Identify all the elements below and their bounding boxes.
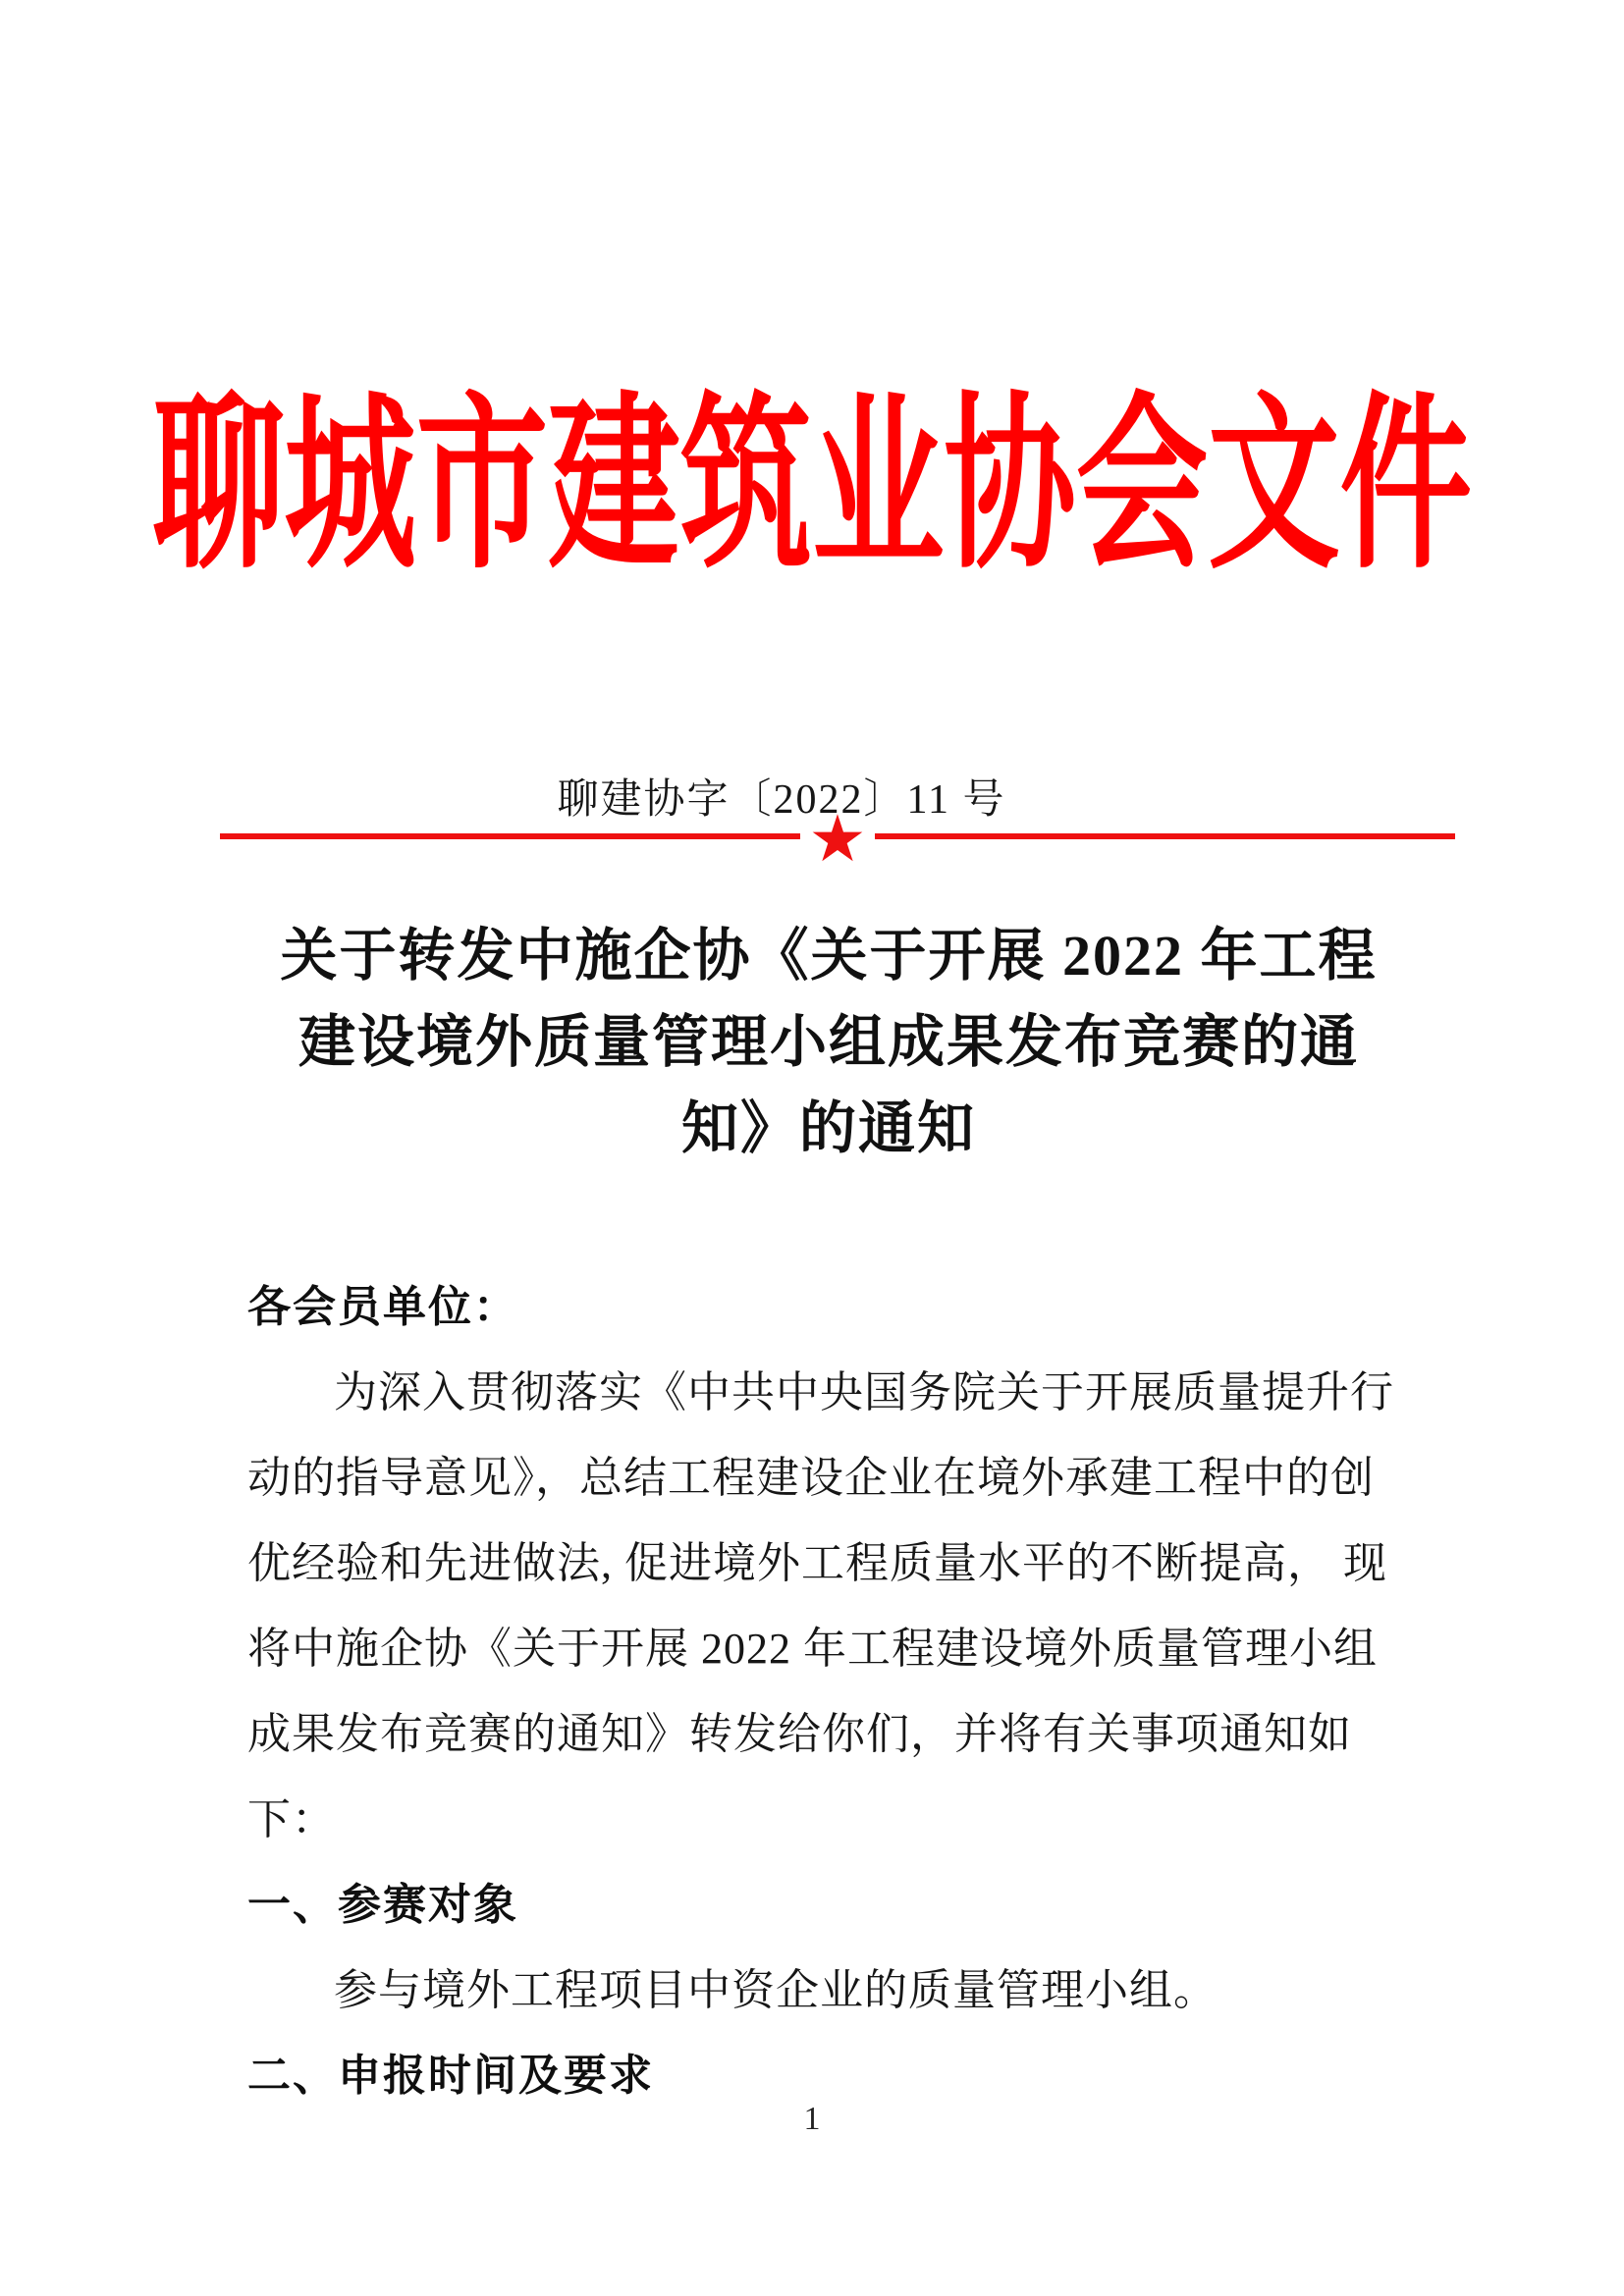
notice-title bbox=[245, 913, 1412, 1172]
letterhead bbox=[0, 382, 1624, 591]
paragraph-line: 动的指导意见》，总结工程建设企业在境外承建工程中的创 bbox=[247, 1454, 1375, 1502]
document-body bbox=[247, 1264, 1414, 2118]
star-icon: ★ bbox=[808, 801, 867, 877]
paragraph-line: 为深入贯彻落实《中共中央国务院关于开展质量提升行 bbox=[334, 1368, 1394, 1416]
notice-title-line-3: 知》的通知 bbox=[680, 1096, 976, 1160]
salutation: 各会员单位： bbox=[247, 1282, 518, 1332]
paragraph-line: 优经验和先进做法, 促进境外工程质量水平的不断提高， 现 bbox=[247, 1539, 1387, 1587]
red-rule bbox=[220, 801, 1455, 877]
paragraph-line: 成果发布竞赛的通知》转发给你们，并将有关事项通知如下： bbox=[247, 1710, 1352, 1843]
paragraph-line: 将中施企协《关于开展 2022 年工程建设境外质量管理小组 bbox=[247, 1625, 1378, 1673]
org-title: 聊城市建筑业协会文件 bbox=[152, 382, 1472, 591]
section-1-text: 参与境外工程项目中资企业的质量管理小组。 bbox=[334, 1966, 1218, 2014]
doc-number: 聊建协字〔2022〕11 号 bbox=[557, 777, 1006, 823]
notice-title-line-2: 建设境外质量管理小组成果发布竞赛的通 bbox=[298, 1010, 1359, 1074]
section-2-heading: 二、申报时间及要求 bbox=[247, 2051, 654, 2101]
red-rule-left-segment bbox=[220, 833, 800, 839]
section-1-heading: 一、参赛对象 bbox=[247, 1880, 518, 1930]
notice-title-line-1: 关于转发中施企协《关于开展 2022 年工程 bbox=[280, 924, 1378, 988]
page-number: 1 bbox=[803, 2101, 821, 2137]
red-rule-right-segment bbox=[875, 833, 1455, 839]
